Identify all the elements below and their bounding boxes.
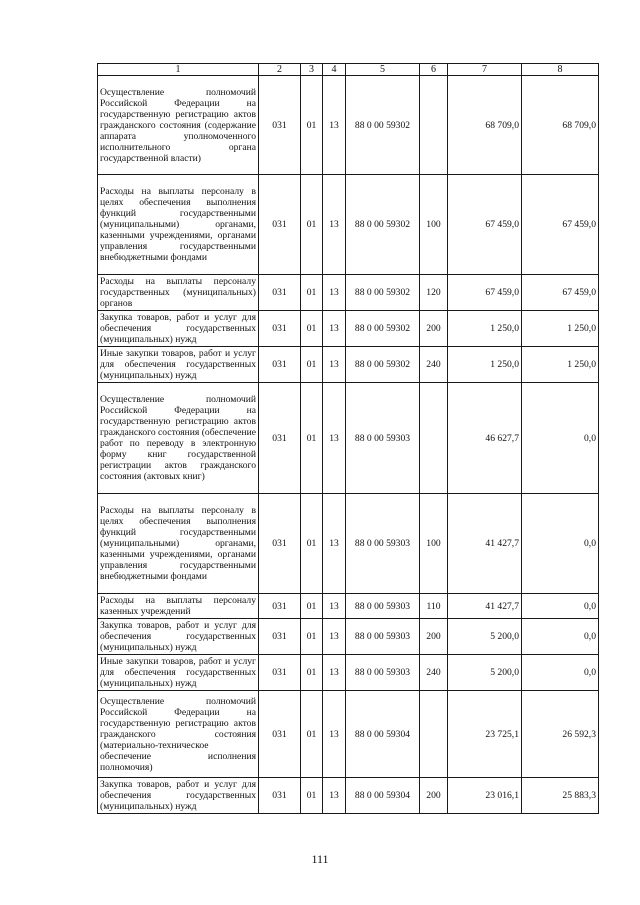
header-cell: 2 [259,64,301,76]
section-code-cell: 01 [301,76,323,175]
subsection-code-cell: 13 [323,347,346,383]
row-name-cell: Осуществление полномочий Российской Федерации на государственную регистрацию актов гражданского состояния (обеспечение работ по переводу в электронную форму книг государственной регистрации актов гражданского состояния (актовых книг) [98,383,259,494]
admin-code-cell: 031 [259,347,301,383]
subsection-code-cell: 13 [323,655,346,691]
expense-type-code-cell: 120 [420,275,448,311]
section-code-cell: 01 [301,619,323,655]
table-row [98,76,599,175]
subsection-code-cell: 13 [323,619,346,655]
subsection-code-cell: 13 [323,275,346,311]
amount-year-2-cell: 25 883,3 [522,778,599,814]
row-name-cell: Закупка товаров, работ и услуг для обеспечения государственных (муниципальных) нужд [98,619,259,655]
expense-type-code-cell [420,76,448,175]
amount-year-2-cell: 0,0 [522,619,599,655]
row-name-cell: Расходы на выплаты персоналу в целях обеспечения выполнения функций государственными (муниципальными) органами, казенными учреждениями, органами управления государственными внебюджетными фондами [98,175,259,275]
expense-type-code-cell: 100 [420,494,448,594]
section-code-cell: 01 [301,311,323,347]
admin-code-cell: 031 [259,691,301,778]
table-row [98,655,599,691]
amount-year-1-cell: 67 459,0 [448,275,522,311]
page-number: 111 [311,852,329,866]
row-name-cell: Закупка товаров, работ и услуг для обеспечения государственных (муниципальных) нужд [98,311,259,347]
target-article-code-cell: 88 0 00 59304 [346,778,420,814]
row-name-cell: Осуществление полномочий Российской Федерации на государственную регистрацию актов гражданского состояния (материально-техническое обеспечение исполнения полномочия) [98,691,259,778]
amount-year-2-cell: 26 592,3 [522,691,599,778]
admin-code-cell: 031 [259,311,301,347]
amount-year-1-cell: 67 459,0 [448,175,522,275]
section-code-cell: 01 [301,275,323,311]
expense-type-code-cell [420,691,448,778]
admin-code-cell: 031 [259,76,301,175]
admin-code-cell: 031 [259,778,301,814]
amount-year-1-cell: 5 200,0 [448,619,522,655]
amount-year-1-cell: 1 250,0 [448,347,522,383]
table-row [98,347,599,383]
target-article-code-cell: 88 0 00 59303 [346,619,420,655]
row-name-cell: Иные закупки товаров, работ и услуг для обеспечения государственных (муниципальных) нужд [98,347,259,383]
table-row [98,275,599,311]
amount-year-1-cell: 41 427,7 [448,494,522,594]
amount-year-2-cell: 0,0 [522,383,599,494]
section-code-cell: 01 [301,655,323,691]
row-name-cell: Иные закупки товаров, работ и услуг для обеспечения государственных (муниципальных) нужд [98,655,259,691]
amount-year-1-cell: 23 016,1 [448,778,522,814]
section-code-cell: 01 [301,347,323,383]
amount-year-2-cell: 0,0 [522,655,599,691]
expense-type-code-cell: 240 [420,347,448,383]
section-code-cell: 01 [301,691,323,778]
section-code-cell: 01 [301,594,323,619]
target-article-code-cell: 88 0 00 59302 [346,275,420,311]
section-code-cell: 01 [301,778,323,814]
amount-year-1-cell: 46 627,7 [448,383,522,494]
table-row [98,383,599,494]
target-article-code-cell: 88 0 00 59303 [346,655,420,691]
admin-code-cell: 031 [259,619,301,655]
admin-code-cell: 031 [259,494,301,594]
section-code-cell: 01 [301,175,323,275]
target-article-code-cell: 88 0 00 59303 [346,383,420,494]
target-article-code-cell: 88 0 00 59302 [346,311,420,347]
expense-type-code-cell [420,383,448,494]
amount-year-1-cell: 68 709,0 [448,76,522,175]
row-name-cell: Расходы на выплаты персоналу казенных учреждений [98,594,259,619]
header-cell: 8 [522,64,599,76]
amount-year-1-cell: 41 427,7 [448,594,522,619]
header-cell: 5 [346,64,420,76]
header-cell: 6 [420,64,448,76]
target-article-code-cell: 88 0 00 59303 [346,494,420,594]
table-header-row [98,64,599,76]
target-article-code-cell: 88 0 00 59302 [346,76,420,175]
table-row [98,619,599,655]
table-row [98,594,599,619]
subsection-code-cell: 13 [323,383,346,494]
subsection-code-cell: 13 [323,311,346,347]
target-article-code-cell: 88 0 00 59302 [346,175,420,275]
expense-type-code-cell: 200 [420,311,448,347]
expense-type-code-cell: 200 [420,778,448,814]
subsection-code-cell: 13 [323,175,346,275]
table-row [98,778,599,814]
row-name-cell: Закупка товаров, работ и услуг для обеспечения государственных (муниципальных) нужд [98,778,259,814]
amount-year-2-cell: 68 709,0 [522,76,599,175]
expense-type-code-cell: 200 [420,619,448,655]
row-name-cell: Расходы на выплаты персоналу в целях обеспечения выполнения функций государственными (муниципальными) органами, казенными учреждениями, органами управления государственными внебюджетными фондами [98,494,259,594]
expense-type-code-cell: 100 [420,175,448,275]
target-article-code-cell: 88 0 00 59302 [346,347,420,383]
amount-year-2-cell: 0,0 [522,594,599,619]
subsection-code-cell: 13 [323,594,346,619]
table-row [98,691,599,778]
admin-code-cell: 031 [259,655,301,691]
row-name-cell: Расходы на выплаты персоналу государственных (муниципальных) органов [98,275,259,311]
admin-code-cell: 031 [259,175,301,275]
subsection-code-cell: 13 [323,494,346,594]
header-cell: 1 [98,64,259,76]
expense-type-code-cell: 110 [420,594,448,619]
admin-code-cell: 031 [259,594,301,619]
amount-year-1-cell: 23 725,1 [448,691,522,778]
amount-year-2-cell: 0,0 [522,494,599,594]
expense-type-code-cell: 240 [420,655,448,691]
amount-year-1-cell: 1 250,0 [448,311,522,347]
subsection-code-cell: 13 [323,76,346,175]
table-row [98,494,599,594]
section-code-cell: 01 [301,494,323,594]
admin-code-cell: 031 [259,383,301,494]
amount-year-2-cell: 67 459,0 [522,275,599,311]
amount-year-2-cell: 1 250,0 [522,311,599,347]
subsection-code-cell: 13 [323,691,346,778]
amount-year-1-cell: 5 200,0 [448,655,522,691]
row-name-cell: Осуществление полномочий Российской Федерации на государственную регистрацию актов гражданского состояния (содержание аппарата уполномоченного исполнительного органа государственной власти) [98,76,259,175]
table-row [98,175,599,275]
header-cell: 3 [301,64,323,76]
header-cell: 7 [448,64,522,76]
section-code-cell: 01 [301,383,323,494]
admin-code-cell: 031 [259,275,301,311]
header-cell: 4 [323,64,346,76]
amount-year-2-cell: 67 459,0 [522,175,599,275]
amount-year-2-cell: 1 250,0 [522,347,599,383]
target-article-code-cell: 88 0 00 59304 [346,691,420,778]
subsection-code-cell: 13 [323,778,346,814]
target-article-code-cell: 88 0 00 59303 [346,594,420,619]
table-row [98,311,599,347]
budget-table [97,63,599,814]
